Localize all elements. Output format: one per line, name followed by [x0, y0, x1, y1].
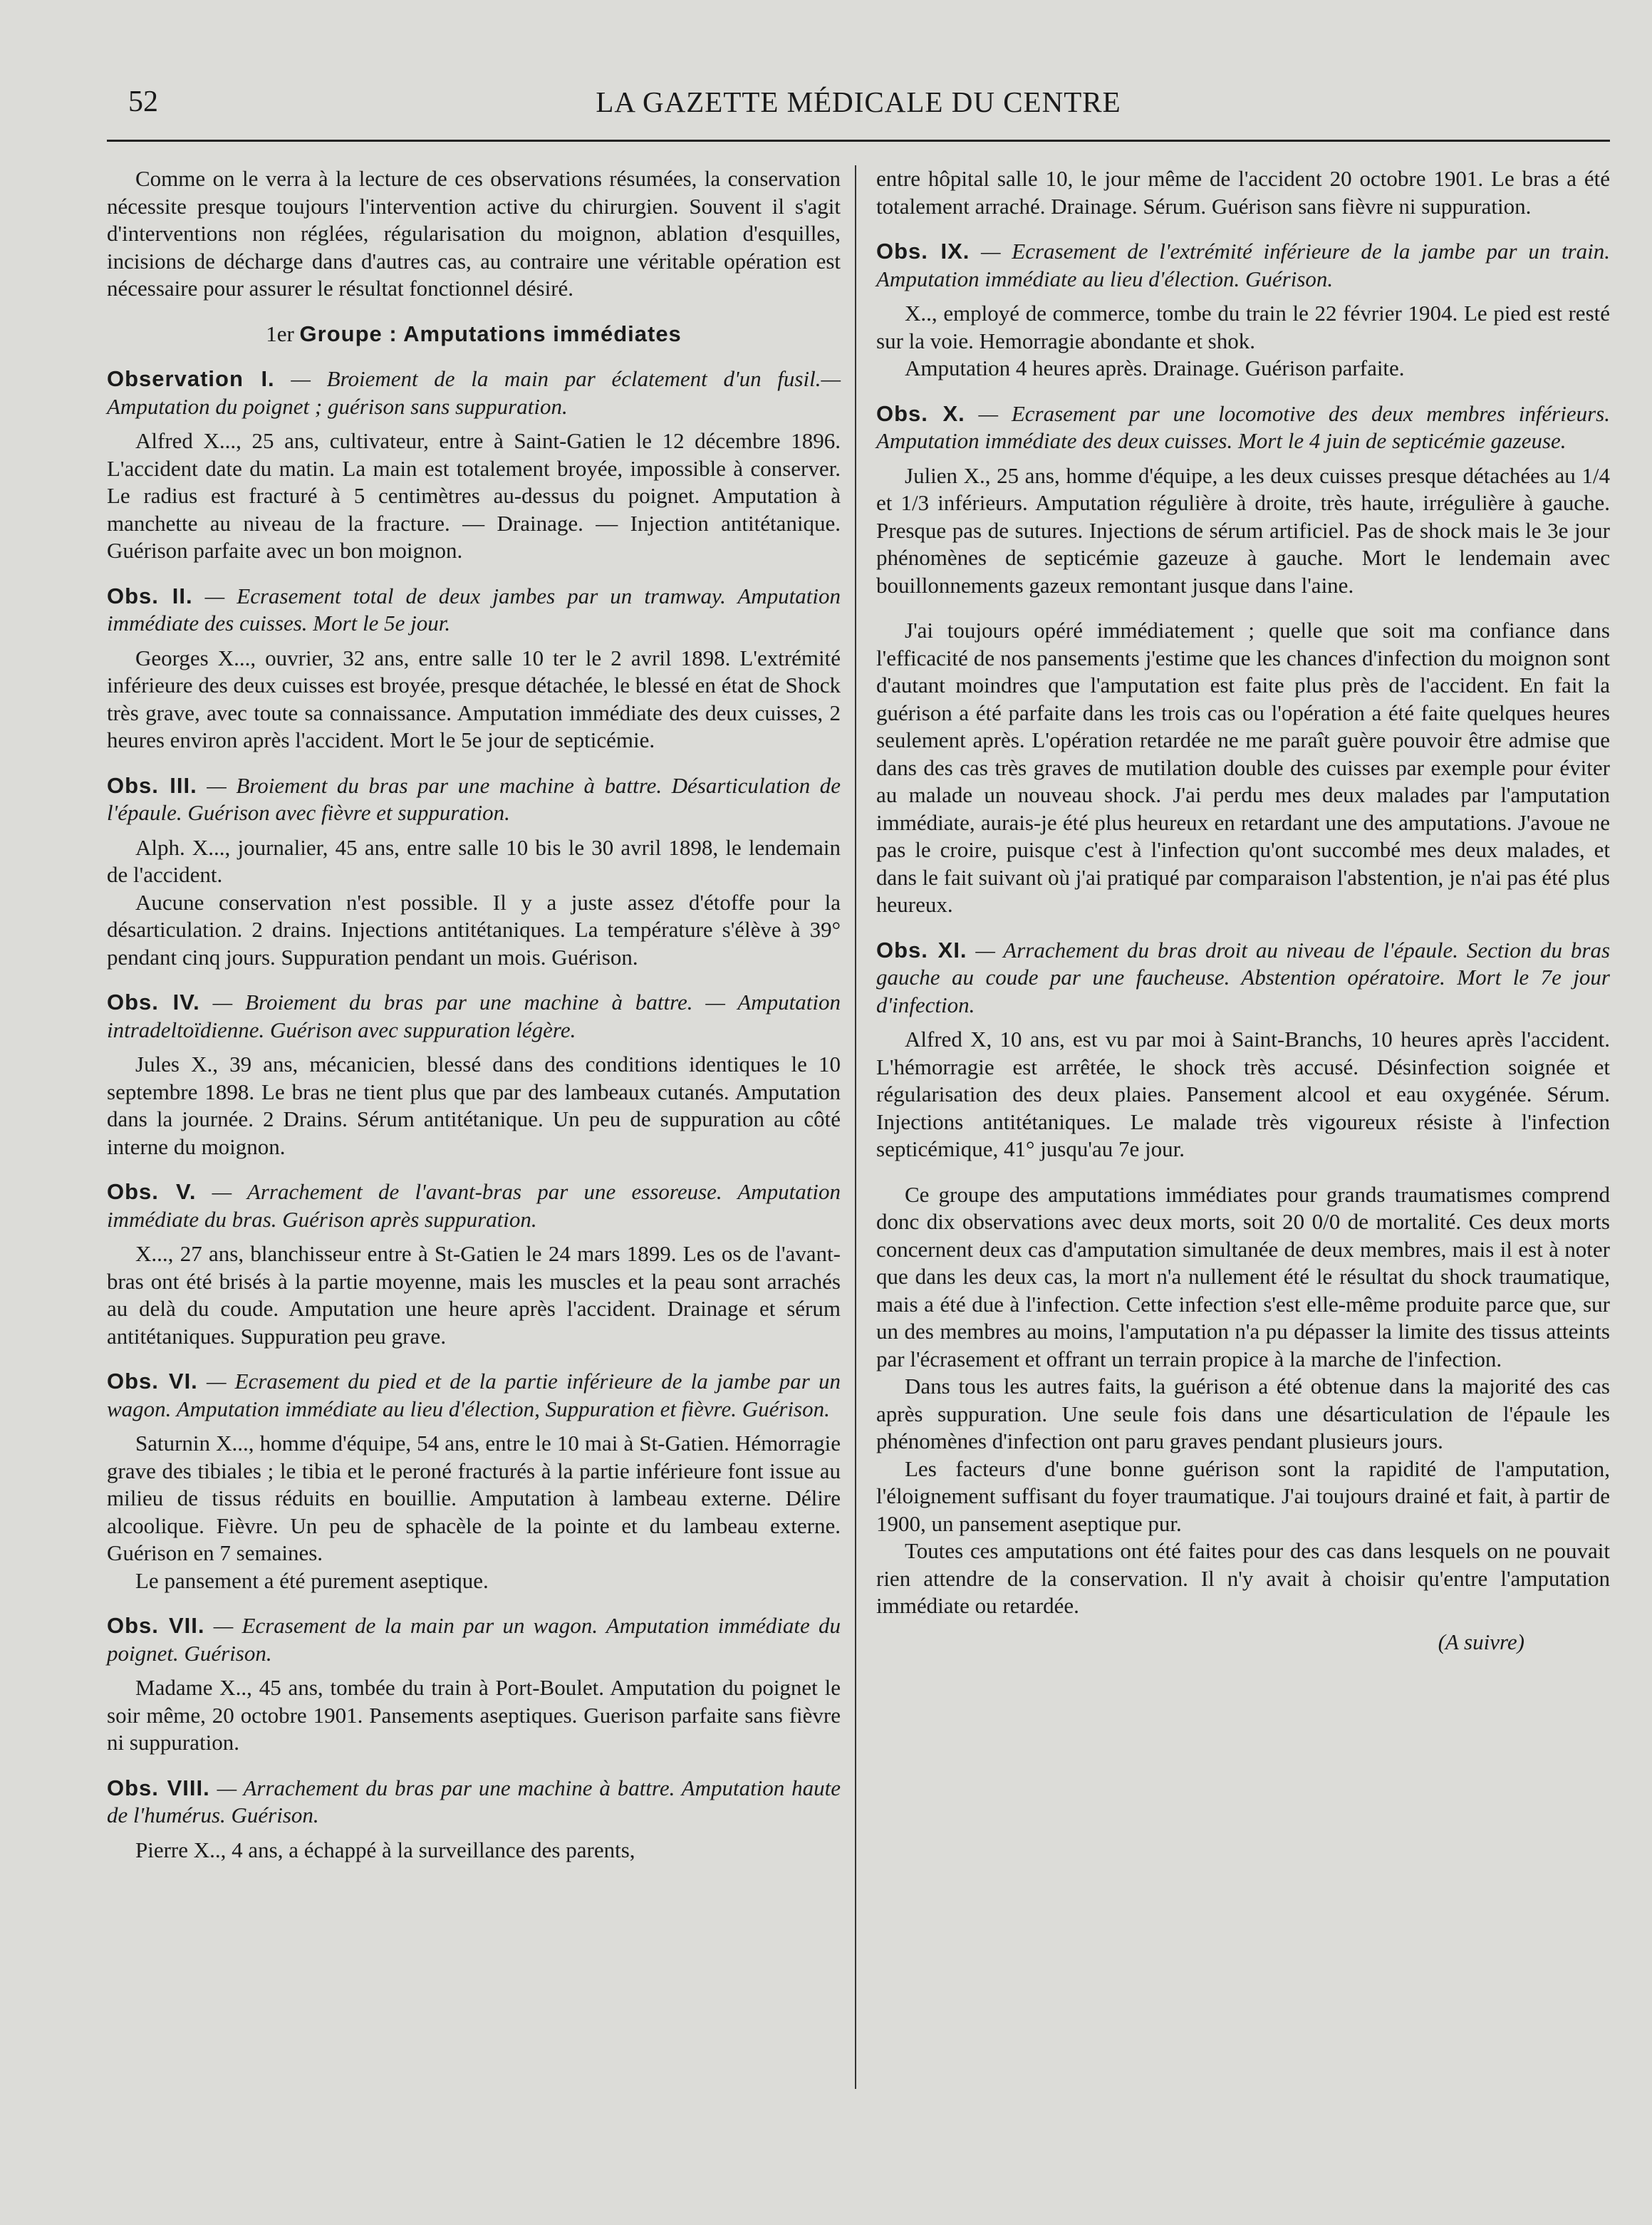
obs-label: Obs. II.: [107, 583, 193, 608]
group-number: 1er: [266, 321, 294, 346]
obs-body: Julien X., 25 ans, homme d'équipe, a les deux cuisses presque détachées au 1/4 et 1/3 inférieurs. Amputation régulière à droite, très haute, irrégulière à gauche. Presque pas de sutures. Injections de sérum artificiel. Pas de shock mais le 3e jour phénomènes de septicémie gazeuze à gauche. Mort le lendemain avec bouillonnements gazeux remontant jusque dans l'aine.: [876, 462, 1610, 598]
obs-body: Alfred X, 10 ans, est vu par moi à Saint-Branchs, 10 heures après l'accident. L'hémorragie est arrêtée, le shock très accusé. Désinfection soignée et régularisation des deux plaies. Pansement alcool et eau oxygénée. Sérum. Injections antitétaniques. Le malade très vigoureux résiste à l'infection septicémique, 41° jusqu'au 7e jour.: [876, 1027, 1610, 1161]
obs-label: Obs. VI.: [107, 1369, 198, 1394]
obs8-continuation: entre hôpital salle 10, le jour même de l'accident 20 octobre 1901. Le bras a été totalement arraché. Drainage. Sérum. Guérison sans fièvre ni suppuration.: [876, 166, 1610, 219]
left-column: [107, 165, 841, 1864]
obs-title: — Ecrasement total de deux jambes par un tramway. Amputation immédiate des cuisses. Mort le 5e jour.: [107, 583, 841, 636]
obs-title: — Arrachement du bras par une machine à battre. Amputation haute de l'humérus. Guérison.: [107, 1775, 841, 1827]
group-heading: [107, 321, 841, 348]
obs-title: — Arrachement de l'avant-bras par une essoreuse. Amputation immédiate du bras. Guérison après suppuration.: [107, 1179, 841, 1232]
obs-body: Alph. X..., journalier, 45 ans, entre salle 10 bis le 30 avril 1898, le lendemain de l'accident.: [107, 834, 841, 887]
obs-body: Aucune conservation n'est possible. Il y a juste assez d'étoffe pour la désarticulation. 2 drains. Injections antitétaniques. La température s'élève à 39° pendant cinq jours. Suppuration pendant un mois. Guérison.: [107, 889, 841, 970]
observation-4: [107, 989, 841, 1161]
observation-1: [107, 365, 841, 565]
observation-10: [876, 400, 1610, 600]
right-column: [876, 165, 1610, 1656]
header-rule: [107, 140, 1610, 142]
obs-title: — Ecrasement du pied et de la partie inférieure de la jambe par un wagon. Amputation immédiate au lieu d'élection, Suppuration et fièvre. Guérison.: [107, 1369, 841, 1421]
summary-paragraph: Toutes ces amputations ont été faites pour des cas dans lesquels on ne pouvait rien attendre de la conservation. Il n'y avait à choisir qu'entre l'amputation immédiate ou retardée.: [876, 1538, 1610, 1618]
obs-body: X..., 27 ans, blanchisseur entre à St-Gatien le 24 mars 1899. Les os de l'avant-bras ont été brisés à la partie moyenne, mais les muscles et la peau sont arrachés au delà du coude. Amputation une heure après l'accident. Drainage et sérum antitétaniques. Suppuration peu grave.: [107, 1241, 841, 1349]
summary-paragraph: Les facteurs d'une bonne guérison sont la rapidité de l'amputation, l'éloignement suffisant du foyer traumatique. J'ai toujours drainé et fait, à partir de 1900, un pansement aseptique pur.: [876, 1456, 1610, 1536]
observation-6: [107, 1368, 841, 1594]
obs-label: Obs. III.: [107, 772, 197, 798]
observation-8: [107, 1775, 841, 1864]
summary-paragraph: Dans tous les autres faits, la guérison a été obtenue dans la majorité des cas après suppuration. Une seule fois dans une désarticulation de l'épaule les phénomènes d'infection ont paru graves pendant plusieurs jours.: [876, 1374, 1610, 1453]
obs-label: Obs. VII.: [107, 1613, 205, 1638]
observation-11: [876, 937, 1610, 1163]
observation-2: [107, 583, 841, 754]
obs-label: Obs. X.: [876, 400, 965, 426]
obs-title: — Arrachement du bras droit au niveau de l'épaule. Section du bras gauche au coude par une faucheuse. Abstention opératoire. Mort le 7e jour d'infection.: [876, 937, 1611, 1017]
obs-body: Madame X.., 45 ans, tombée du train à Port-Boulet. Amputation du poignet le soir même, 20 octobre 1901. Pansements aseptiques. Guerison parfaite sans fièvre ni suppuration.: [107, 1675, 841, 1755]
intro-paragraph: Comme on le verra à la lecture de ces observations résumées, la conservation nécessite presque toujours l'intervention active du chirurgien. Souvent il s'agit d'interventions non réglées, régularisation du moignon, ablation d'esquilles, incisions de décharge dans d'autres cas, au contraire une véritable opération est nécessaire pour assurer le résultat fonctionnel désiré.: [107, 166, 841, 301]
obs-body: Alfred X..., 25 ans, cultivateur, entre à Saint-Gatien le 12 décembre 1896. L'accident date du matin. La main est totalement broyée, impossible à conserver. Le radius est fracturé à 5 centimètres au-dessus du poignet. Amputation à manchette au niveau de la fracture. — Drainage. — Injection antitétanique. Guérison parfaite avec un bon moignon.: [107, 428, 841, 563]
page-header: [107, 75, 1610, 125]
observation-3: [107, 772, 841, 972]
running-title: LA GAZETTE MÉDICALE DU CENTRE: [596, 85, 1121, 118]
obs-title: — Ecrasement de la main par un wagon. Amputation immédiate du poignet. Guérison.: [107, 1613, 841, 1666]
obs-label: Observation I.: [107, 366, 275, 391]
obs-title: — Broiement du bras par une machine à battre. — Amputation intradeltoïdienne. Guérison avec suppuration légère.: [107, 990, 841, 1042]
obs-title: — Ecrasement de l'extrémité inférieure de la jambe par un train. Amputation immédiate au lieu d'élection. Guérison.: [876, 239, 1610, 291]
obs-label: Obs. VIII.: [107, 1775, 210, 1800]
obs-title: — Ecrasement par une locomotive des deux membres inférieurs. Amputation immédiate des deux cuisses. Mort le 4 juin de septicémie gazeuse.: [876, 400, 1610, 453]
obs-body: Saturnin X..., homme d'équipe, 54 ans, entre le 10 mai à St-Gatien. Hémorragie grave des tibiales ; le tibia et le peroné fracturés à la partie inférieure font issue au milieu de tissus réduits en bouillie. Amputation à lambeau externe. Délire alcoolique. Fièvre. Un peu de sphacèle de la pointe et du lambeau externe. Guérison en 7 semaines.: [107, 1431, 841, 1565]
obs-body: Pierre X.., 4 ans, a échappé à la surveillance des parents,: [135, 1837, 635, 1862]
to-be-continued: (A suivre): [1438, 1629, 1524, 1654]
obs-title: — Broiement de la main par éclatement d'un fusil.— Amputation du poignet ; guérison sans suppuration.: [107, 366, 841, 419]
obs-body: X.., employé de commerce, tombe du train le 22 février 1904. Le pied est resté sur la voie. Hemorragie abondante et shok.: [876, 301, 1610, 353]
summary-paragraph: Ce groupe des amputations immédiates pour grands traumatismes comprend donc dix observations avec deux morts, soit 20 0/0 de mortalité. Ces deux morts concernent deux cas d'amputation simultanée de deux membres, mais il est à noter que dans les deux cas, la mort n'a nullement été le résultat du shock traumatique, mais a été due à l'infection. Cette infection s'est elle-même produite parce que, sur un des membres au moins, l'amputation n'a pu dépasser la limite des tissus atteints par l'écrasement et offrant un terrain propice à la marche de l'infection.: [876, 1181, 1610, 1371]
obs-body: Jules X., 39 ans, mécanicien, blessé dans des conditions identiques le 10 septembre 1898. Le bras ne tient plus que par des lambeaux cutanés. Amputation dans la journée. 2 Drains. Sérum antitétanique. Un peu de suppuration au côté interne du moignon.: [107, 1052, 841, 1159]
discussion-paragraph: J'ai toujours opéré immédiatement ; quelle que soit ma confiance dans l'efficacité de nos pansements j'estime que les chances d'infection du moignon sont d'autant moindres que l'amputation est faite plus près de l'accident. En fait la guérison a été parfaite dans les trois cas ou l'opération a été faite quelques heures seulement après. L'opération retardée ne me paraît guère pouvoir être admise que dans des cas très graves de mutilation double des cuisses par exemple pour éviter au malade un nouveau shock. J'ai perdu mes deux malades par l'amputation immédiate, aurais-je été plus heureux en retardant une des amputations. J'avoue ne pas le croire, puisque c'est à l'infection qu'ont succombé mes deux malades, et dans le fait suivant où j'ai pratiqué par comparaison l'abstention, je n'ai pas été plus heureux.: [876, 618, 1610, 917]
obs-label: Obs. V.: [107, 1179, 197, 1204]
obs-body: Amputation 4 heures après. Drainage. Guérison parfaite.: [905, 356, 1405, 380]
group-title: Groupe : Amputations immédiates: [299, 321, 682, 346]
column-divider: [855, 165, 856, 2089]
obs-label: Obs. IX.: [876, 239, 970, 264]
obs-body: Le pansement a été purement aseptique.: [135, 1567, 489, 1593]
obs-label: Obs. XI.: [876, 937, 967, 963]
observation-5: [107, 1178, 841, 1350]
observation-9: [876, 238, 1610, 383]
obs-label: Obs. IV.: [107, 990, 200, 1015]
obs-title: — Broiement du bras par une machine à battre. Désarticulation de l'épaule. Guérison avec fièvre et suppuration.: [107, 772, 841, 825]
obs-body: Georges X..., ouvrier, 32 ans, entre salle 10 ter le 2 avril 1898. L'extrémité inférieure des deux cuisses est broyée, presque détachée, le blessé en état de Shock très grave, avec toute sa connaissance. Amputation immédiate des deux cuisses, 2 heures environ après l'accident. Mort le 5e jour de septicémie.: [107, 645, 841, 752]
observation-7: [107, 1612, 841, 1757]
page-number: 52: [128, 85, 158, 118]
